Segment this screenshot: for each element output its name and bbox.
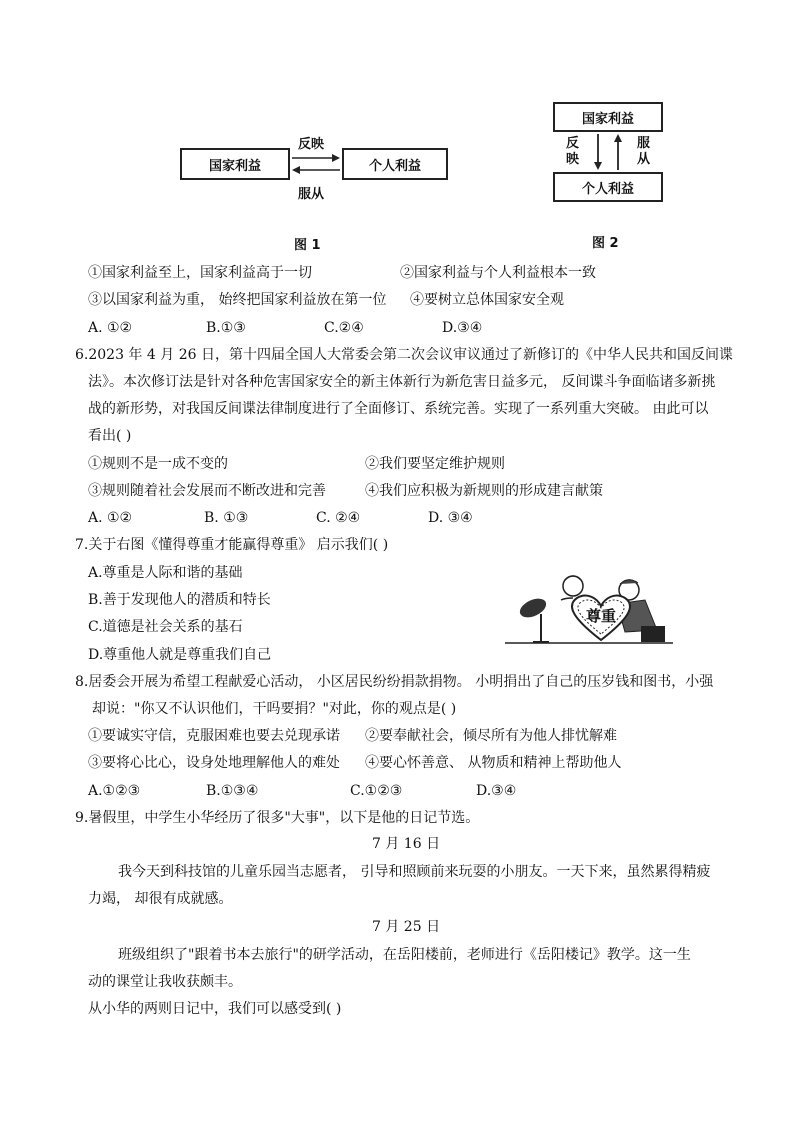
figure2-caption: 图 2: [592, 236, 619, 251]
figure1-label-reflect: 反映: [298, 137, 325, 152]
figure2-box-national-interest: 国家利益: [553, 102, 663, 132]
q9-diary-1-line-2: 力竭， 却很有成就感。: [88, 891, 233, 907]
q7-option-d: D.尊重他人就是尊重我们自己: [88, 647, 272, 663]
q9-diary-2-line-1: 班级组织了"跟着书本去旅行"的研学活动，在岳阳楼前，老师进行《岳阳楼记》教学。这一生: [118, 947, 691, 963]
q5-choice-a: A. ①②: [88, 320, 133, 336]
q5-choice-b: B.①③: [206, 320, 246, 336]
q9-question: 从小华的两则日记中，我们可以感受到( ): [88, 1001, 342, 1017]
q9-diary-date-2: 7 月 25 日: [372, 919, 441, 935]
q6-stem-line-1: 6.2023 年 4 月 26 日，第十四届全国人大常委会第二次会议审议通过了新修订的《中华人民共和国反间谍: [75, 347, 733, 363]
q5-option-2: ②国家利益与个人利益根本一致: [400, 265, 596, 281]
q9-stem: 9.暑假里，中学生小华经历了很多"大事"，以下是他的日记节选。: [75, 810, 480, 826]
q9-diary-2-line-2: 动的课堂让我收获颇丰。: [88, 974, 242, 990]
figure1-box-personal-interest: 个人利益: [342, 148, 448, 180]
q8-stem-line-2: 却说："你又不认识他们，干吗要捐？"对此，你的观点是( ): [92, 701, 457, 717]
q8-option-2: ②要奉献社会，倾尽所有为他人排忧解难: [365, 728, 617, 744]
figure1-arrows: [290, 150, 342, 178]
q6-stem-line-2: 法》。本次修订法是针对各种危害国家安全的新主体新行为新危害日益多元， 反间谍斗争面临诸多新挑: [88, 374, 716, 390]
figure1-box-national-interest: 国家利益: [180, 148, 290, 180]
q8-choice-a: A.①②③: [88, 783, 141, 799]
q6-choice-c: C. ②④: [316, 510, 361, 526]
q6-option-3: ③规则随着社会发展而不断改进和完善: [88, 483, 326, 499]
q8-choice-b: B.①③④: [206, 783, 259, 799]
q9-diary-1-line-1: 我今天到科技馆的儿童乐园当志愿者， 引导和照顾前来玩耍的小朋友。一天下来，虽然累得精疲: [118, 864, 711, 880]
respect-illustration: [505, 570, 675, 650]
figure2-box-personal-interest: 个人利益: [553, 172, 663, 202]
respect-illustration-text: 尊重: [585, 607, 616, 625]
figure2-label-obey: 服从: [637, 136, 651, 167]
q6-choice-d: D. ③④: [428, 510, 473, 526]
q5-choice-c: C.②④: [324, 320, 364, 336]
q7-option-b: B.善于发现他人的潜质和特长: [88, 592, 271, 608]
q8-choice-d: D.③④: [476, 783, 517, 799]
q8-choice-c: C.①②③: [350, 783, 403, 799]
q9-diary-date-1: 7 月 16 日: [372, 836, 441, 852]
q5-option-1: ①国家利益至上，国家利益高于一切: [88, 265, 312, 281]
figure1-caption: 图 1: [294, 238, 321, 253]
figure2-label-reflect: 反映: [566, 136, 580, 167]
q6-option-1: ①规则不是一成不变的: [88, 456, 228, 472]
q8-option-4: ④要心怀善意、 从物质和精神上帮助他人: [365, 755, 622, 771]
q5-choice-d: D.③④: [442, 320, 483, 336]
q6-stem-line-4: 看出( ): [88, 428, 132, 444]
q5-option-4: ④要树立总体国家安全观: [410, 292, 564, 308]
q7-stem: 7.关于右图《懂得尊重才能赢得尊重》 启示我们( ): [75, 537, 389, 553]
q8-option-3: ③要将心比心，设身处地理解他人的难处: [88, 755, 340, 771]
q7-option-a: A.尊重是人际和谐的基础: [88, 565, 243, 581]
q6-stem-line-3: 战的新形势，对我国反间谍法律制度进行了全面修订、系统完善。实现了一系列重大突破。 由此可以: [88, 401, 709, 417]
q8-option-1: ①要诚实守信，克服困难也要去兑现承诺: [88, 728, 340, 744]
figure1-label-obey: 服从: [298, 187, 325, 202]
q6-option-2: ②我们要坚定维护规则: [365, 456, 505, 472]
q8-stem-line-1: 8.居委会开展为希望工程献爱心活动， 小区居民纷纷捐款捐物。 小明捐出了自己的压岁钱和图书，小强: [75, 674, 714, 690]
q6-choice-b: B. ①③: [204, 510, 249, 526]
q5-option-3: ③以国家利益为重， 始终把国家利益放在第一位: [88, 292, 387, 308]
q6-option-4: ④我们应积极为新规则的形成建言献策: [365, 483, 603, 499]
q6-choice-a: A. ①②: [88, 510, 133, 526]
figure2-arrows: [590, 132, 630, 172]
q7-option-c: C.道德是社会关系的基石: [88, 619, 243, 635]
